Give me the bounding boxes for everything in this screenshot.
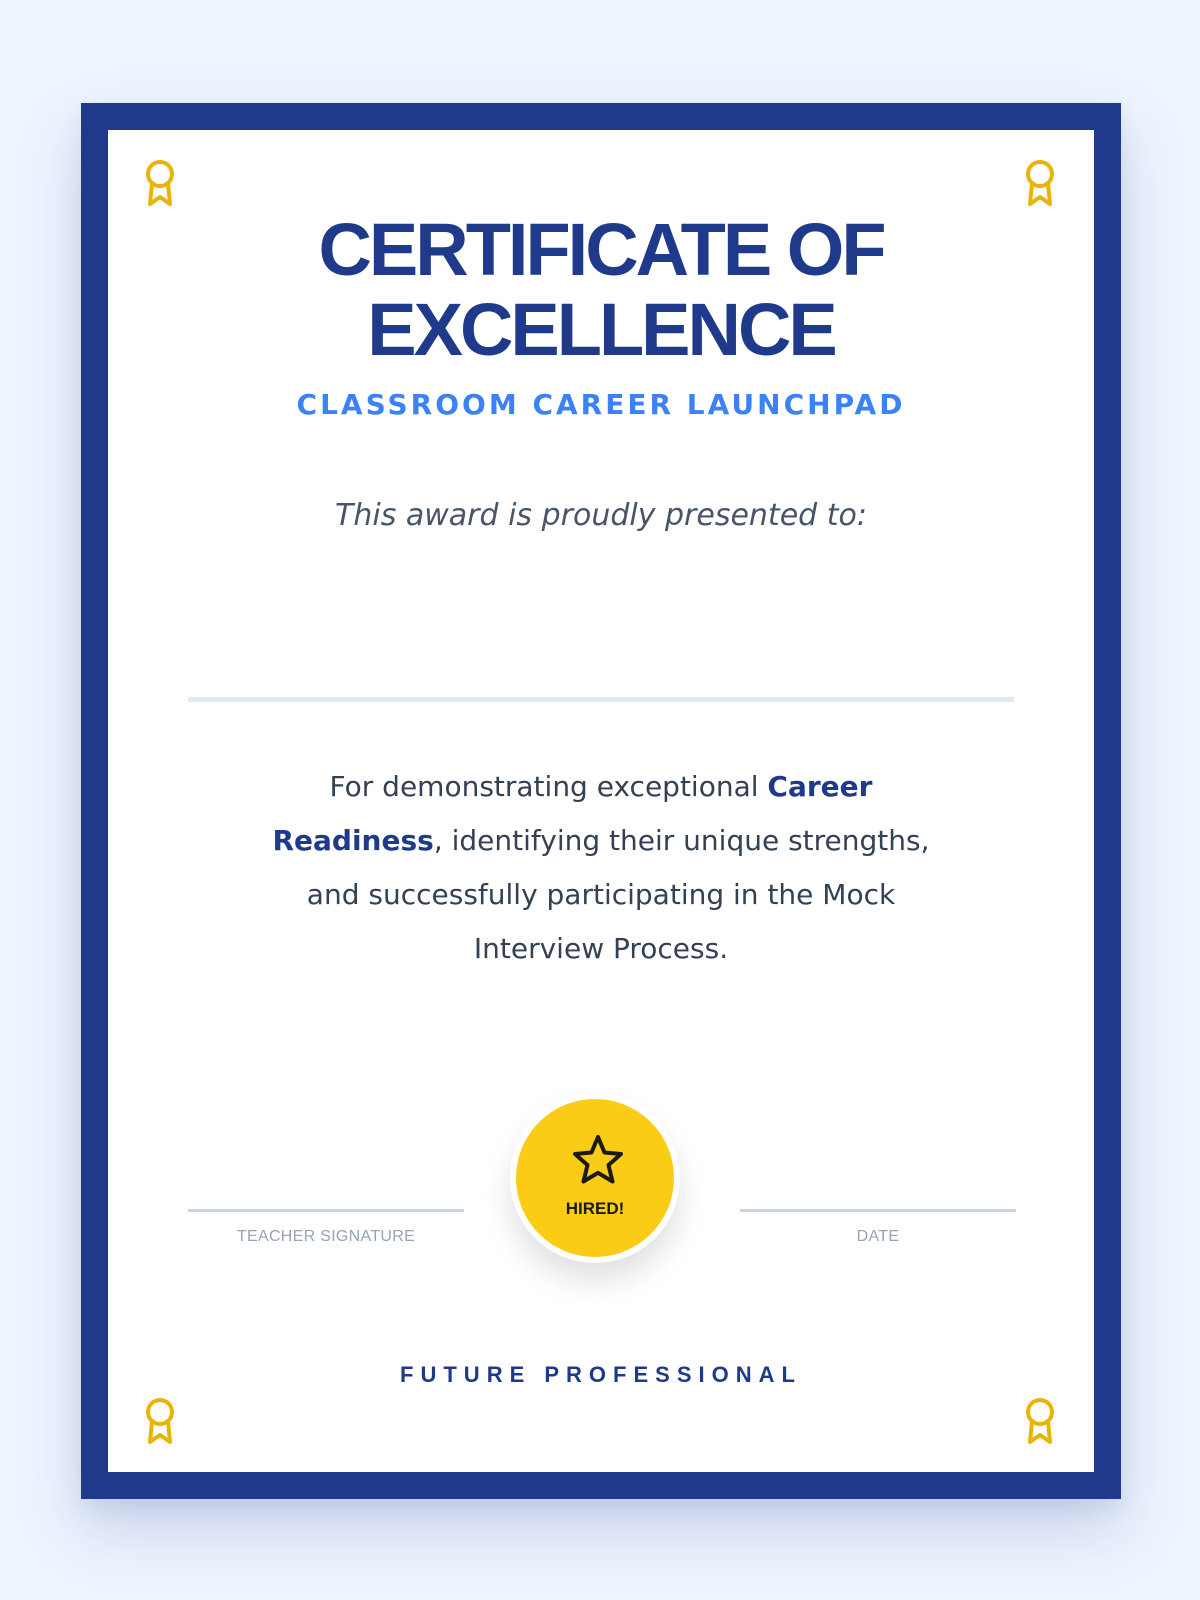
award-ribbon-icon: [142, 1396, 178, 1446]
certificate-footer: FUTURE PROFESSIONAL: [400, 1362, 802, 1387]
hired-seal: [510, 1093, 680, 1263]
certificate-frame: [81, 103, 1121, 1499]
body-highlight: Career Readiness: [272, 770, 873, 857]
body-text-part2: , identifying their unique strengths, and successfully participating in the Mock Interview Process.: [306, 824, 930, 965]
title-line-2: EXCELLENCE: [367, 288, 835, 371]
presented-to-text: This award is proudly presented to:: [335, 498, 867, 533]
title-line-1: CERTIFICATE OF: [318, 208, 884, 291]
recipient-name-line: [188, 697, 1014, 702]
signature-line: [188, 1209, 464, 1212]
award-ribbon-icon: [142, 158, 178, 208]
certificate-paper: [108, 130, 1094, 1472]
certificate-title: [108, 210, 1094, 370]
certificate-body: [258, 760, 944, 976]
award-ribbon-icon: [1022, 1396, 1058, 1446]
award-ribbon-icon: [1022, 158, 1058, 208]
signature-label: TEACHER SIGNATURE: [236, 1228, 416, 1245]
date-line: [740, 1209, 1016, 1212]
certificate-subtitle: CLASSROOM CAREER LAUNCHPAD: [296, 388, 906, 421]
body-text-part1: For demonstrating exceptional: [329, 770, 768, 803]
seal-text: HIRED!: [565, 1199, 625, 1218]
date-label: DATE: [856, 1228, 900, 1245]
star-icon: [570, 1133, 626, 1187]
